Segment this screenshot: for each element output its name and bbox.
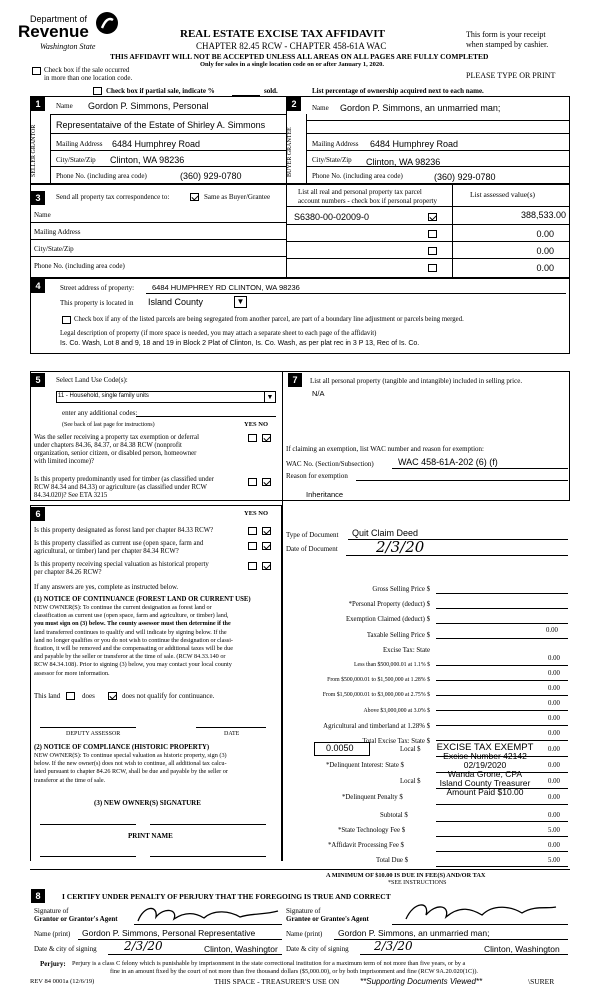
- seller-city-label: City/State/Zip: [56, 156, 96, 164]
- grantee-city[interactable]: Clinton, Washington: [484, 944, 560, 954]
- section-6-box: [30, 505, 282, 861]
- grantor-signature[interactable]: [134, 903, 282, 925]
- s5-q1-line1: Was the seller receiving a property tax exemption or deferral: [34, 434, 199, 441]
- buyer-mail[interactable]: 6484 Humphrey Road: [370, 139, 459, 149]
- same-as-buyer-label: Same as Buyer/Grantee: [204, 193, 271, 201]
- state-label: Washington State: [40, 42, 96, 51]
- seller-city[interactable]: Clinton, WA 98236: [110, 155, 185, 165]
- section-7-badge: 7: [288, 373, 302, 387]
- land-does-not-checkbox[interactable]: [108, 692, 117, 700]
- grantor-city[interactable]: Clinton, Washingtor: [204, 944, 278, 954]
- doc-date[interactable]: 2/3/20: [376, 538, 425, 556]
- same-as-buyer-checkbox[interactable]: [190, 193, 199, 201]
- notice-continuance-body: NEW OWNER(S): To continue the current designation as forest land or classification as current use (open space, farm and agriculture, or timber) land, you must sign on (3) below. The county assessor must then determine if the land transferred continues to qualify and will indicate by signing below. If the land no longer qualifies or you do not wish to continue the designation or classi- fication, it will be removed and the compensating or additional taxes will be due and payable by the seller or transferor at the time of sale. (RCW 84.33.140 or RCW 84.34.108). Prior to signing (3) below, you may contact your local county assessor for more information.: [34, 604, 233, 677]
- s5-q1-line2: under chapters 84.36, 84.37, or 84.38 RCW (nonprofit: [34, 442, 182, 449]
- reason-label: Reason for exemption: [286, 472, 348, 480]
- section-6-badge: 6: [31, 507, 45, 521]
- seller-mail[interactable]: 6484 Humphrey Road: [112, 139, 201, 149]
- buyer-phone[interactable]: (360) 929-0780: [434, 172, 496, 182]
- perjury-text-2: fine in an amount fixed by the court of not more than five thousand dollars ($5,000.00), or by both imprisonment and fine (RCW 9A.20.020(1C)).: [110, 968, 479, 975]
- s3-phone-label: Phone No. (including area code): [34, 262, 125, 270]
- does-label: does: [82, 692, 95, 700]
- s6-q3-line1: Is this property receiving special valuation as historical property: [34, 561, 209, 568]
- section-4-badge: 4: [31, 279, 45, 293]
- seller-phone-label: Phone No. (including area code): [56, 172, 147, 180]
- form-warning: THIS AFFIDAVIT WILL NOT BE ACCEPTED UNLESS ALL AREAS ON ALL PAGES ARE FULLY COMPLETED: [110, 52, 489, 61]
- buyer-city[interactable]: Clinton, WA 98236: [366, 157, 441, 167]
- section-5-badge: 5: [31, 373, 45, 387]
- dlocal-value[interactable]: 0.00: [548, 778, 560, 785]
- personal-property-label: List all personal property (tangible and intangible) included in selling price.: [310, 377, 523, 385]
- county-select[interactable]: Island County: [148, 297, 204, 307]
- grantee-sig-label-1: Signature of: [286, 907, 321, 915]
- s6-q1-yes[interactable]: [248, 527, 257, 535]
- s5-q1-line3: organization, senior citizen, or disabled person, homeowner: [34, 450, 197, 457]
- assessed-value-3[interactable]: 0.00: [536, 246, 554, 256]
- only-note: Only for sales in a single location code on or after January 1, 2020.: [200, 61, 384, 68]
- tech-fee-value[interactable]: 5.00: [548, 827, 560, 834]
- land-use-label: Select Land Use Code(s):: [56, 376, 128, 384]
- perjury-text-1: Perjury is a class C felony which is punishable by imprisonment in the state correctional institution for a maximum term of not more than five years, or by a: [72, 960, 466, 967]
- interest-value[interactable]: 0.00: [548, 762, 560, 769]
- penalty-label: *Delinquent Penalty $: [342, 794, 403, 801]
- treasurer-suffix: \SURER: [528, 977, 555, 986]
- grantee-signature[interactable]: [400, 897, 560, 925]
- seller-mail-label: Mailing Address: [56, 140, 103, 148]
- assessed-value-4[interactable]: 0.00: [536, 263, 554, 273]
- calc-values-taxable[interactable]: 0.00: [546, 627, 558, 634]
- grantee-sig-label-2: Grantee or Grantee's Agent: [286, 915, 369, 923]
- located-label: This property is located in: [60, 299, 134, 307]
- value-header: List assessed value(s): [470, 190, 535, 199]
- s5-q1-yes[interactable]: [248, 434, 257, 442]
- street-address[interactable]: 6484 HUMPHREY RD CLINTON, WA 98236: [152, 283, 300, 292]
- notice-compliance-title: (2) NOTICE OF COMPLIANCE (HISTORIC PROPERTY): [34, 744, 210, 751]
- seller-phone[interactable]: (360) 929-0780: [180, 171, 242, 181]
- affidavit-fee-label: *Affidavit Processing Fee $: [328, 842, 404, 849]
- local-label: Local $: [400, 746, 421, 753]
- s6-q3-yes[interactable]: [248, 562, 257, 570]
- grantor-sig-label-2: Grantor or Grantor's Agent: [34, 915, 118, 923]
- grantor-name-label: Name (print): [34, 930, 71, 938]
- parcel-2-personal-checkbox[interactable]: [428, 230, 437, 238]
- s6-q2-line1: Is this property classified as current use (open space, farm and: [34, 540, 204, 547]
- personal-property-value[interactable]: N/A: [312, 389, 325, 398]
- parcel-3-personal-checkbox[interactable]: [428, 247, 437, 255]
- dept-label: Department of: [30, 14, 88, 24]
- local-value[interactable]: 0.00: [548, 746, 560, 753]
- sold-label: sold.: [264, 87, 278, 95]
- reason-value[interactable]: Inheritance: [306, 490, 344, 499]
- subtotal-value[interactable]: 0.00: [548, 812, 560, 819]
- calc-labels: Gross Selling Price $ *Personal Property (deduct) $ Exemption Claimed (deduct) $ Taxable Selling Price $ Excise Tax: State Less than $500,000.01 at 1.1% $ From $500,000.01 to $1,500,000 at 1.28% $ From $1,500,000.01 to $3,000,000 at 2.75% $ Above $3,000,000 at 3.0% $ Agricultural and timberland at 1.28% $ Total Excise Tax: State $: [322, 586, 430, 746]
- grantor-date-city-label: Date & city of signing: [34, 945, 97, 953]
- grantee-date-city-label: Date & city of signing: [286, 945, 349, 953]
- wac-label: WAC No. (Section/Subsection): [286, 460, 374, 468]
- total-due-label: Total Due $: [376, 857, 408, 864]
- doc-date-label: Date of Document: [286, 545, 338, 553]
- parcel-number[interactable]: S6380-00-02009-0: [294, 212, 370, 222]
- assessed-value-1[interactable]: 388,533.00: [520, 210, 566, 220]
- s5-q2-yes[interactable]: [248, 478, 257, 486]
- buyer-mail-label: Mailing Address: [312, 140, 359, 148]
- buyer-phone-label: Phone No. (including area code): [312, 172, 403, 180]
- s6-q1: Is this property designated as forest land per chapter 84.33 RCW?: [34, 527, 214, 534]
- section-8-badge: 8: [31, 889, 45, 903]
- multi-location-label-2: in more than one location code.: [44, 74, 133, 82]
- parcel-4-personal-checkbox[interactable]: [428, 264, 437, 272]
- section-2-badge: 2: [287, 97, 301, 111]
- partial-sale-checkbox[interactable]: [93, 87, 102, 95]
- land-does-checkbox[interactable]: [66, 692, 75, 700]
- tax-t5[interactable]: 0.00: [548, 715, 560, 722]
- treasurer-space: THIS SPACE - TREASURER'S USE ON: [214, 977, 340, 986]
- date-label: DATE: [224, 731, 240, 737]
- land-use-value: 11 - Household, single family units: [58, 393, 149, 399]
- type-print: PLEASE TYPE OR PRINT: [466, 71, 556, 80]
- s6-q2-yes[interactable]: [248, 542, 257, 550]
- deputy-assessor-label: DEPUTY ASSESSOR: [66, 731, 121, 737]
- tax-total-state[interactable]: 0.00: [548, 730, 560, 737]
- partial-sale-label: Check box if partial sale, indicate %: [106, 87, 215, 95]
- parcel-1-personal-checkbox[interactable]: [428, 213, 437, 221]
- tax-t2[interactable]: 0.00: [548, 670, 560, 677]
- s5-q2-line3: 84.34.020)? See ETA 3215: [34, 492, 108, 499]
- seller-name-label: Name: [56, 102, 73, 110]
- form-chapter: CHAPTER 82.45 RCW - CHAPTER 458-61A WAC: [196, 41, 387, 51]
- tech-fee-label: *State Technology Fee $: [338, 827, 406, 834]
- s5-q1-line4: with limited income)?: [34, 458, 95, 465]
- local-rate: 0.0050: [326, 743, 354, 753]
- doc-type-label: Type of Document: [286, 531, 339, 539]
- form-revision: REV 84 0001a (12/6/19): [30, 978, 95, 985]
- penalty-value[interactable]: 0.00: [548, 794, 560, 801]
- multi-location-checkbox[interactable]: [32, 67, 41, 75]
- exempt-stamp: EXCISE TAX EXEMPT Excise Number 42142 02/19/2020 Wanda Grone, CPA Island County Treasurer Amount Paid $10.00: [436, 742, 534, 797]
- s3-name-label: Name: [34, 211, 51, 219]
- grantee-date[interactable]: 2/3/20: [374, 939, 413, 953]
- assessed-value-2[interactable]: 0.00: [536, 229, 554, 239]
- notice-continuance-title: (1) NOTICE OF CONTINUANCE (FOREST LAND OR CURRENT USE): [34, 596, 251, 603]
- s5-yes-no: YES NO: [244, 421, 269, 428]
- s5-q2-line1: Is this property predominantly used for timber (as classified under: [34, 476, 214, 483]
- dlocal-label: Local $: [400, 778, 421, 785]
- revenue-logo-icon: [96, 12, 118, 34]
- interest-label: *Delinquent Interest: State $: [326, 762, 404, 769]
- s6-q3-no[interactable]: [262, 562, 271, 570]
- parcel-header-1: List all real and personal property tax parcel: [298, 188, 422, 196]
- send-correspondence-label: Send all property tax correspondence to:: [56, 193, 170, 201]
- receipt-note-2: when stamped by cashier.: [466, 40, 549, 49]
- grantee-name-label: Name (print): [286, 930, 323, 938]
- notice-compliance-body: NEW OWNER(S): To continue special valuation as historic property, sign (3) below. If the new owner(s) does not wish to continue, all additional tax calcu- lated pursuant to chapter 84.26 RCW, shall be due and payable by the seller or transferor at the time of sale.: [34, 752, 228, 784]
- legal-description[interactable]: Is. Co. Wash, Lot 8 and 9, 18 and 19 in Block 2 Plat of Clinton, Is. Co. Wash, as per plat rec in 3 P 13, Rec of Is. Co.: [60, 340, 420, 347]
- section-8-box: [30, 869, 570, 870]
- s6-q2-line2: agricultural, or timber) land per chapter 84.34 RCW?: [34, 548, 179, 555]
- subtotal-label: Subtotal $: [380, 812, 408, 819]
- seller-name-2[interactable]: Representataive of the Estate of Shirley A. Simmons: [56, 120, 266, 130]
- claim-exemption-label: If claiming an exemption, list WAC number and reason for exemption:: [286, 445, 484, 453]
- additional-codes-label: enter any additional codes:: [62, 409, 138, 417]
- s5-q1-no[interactable]: [262, 434, 271, 442]
- s5-q2-line2: RCW 84.34 and 84.33) or agriculture (as classified under RCW: [34, 484, 207, 491]
- revenue-logo-text: Revenue: [18, 22, 89, 41]
- form-title: REAL ESTATE EXCISE TAX AFFIDAVIT: [180, 28, 385, 40]
- s6-q3-line2: per chapter 84.26 RCW?: [34, 569, 102, 576]
- tax-t4[interactable]: 0.00: [548, 700, 560, 707]
- s6-q1-no[interactable]: [262, 527, 271, 535]
- if-any-yes: If any answers are yes, complete as instructed below.: [34, 584, 179, 591]
- county-dropdown-icon[interactable]: ▼: [234, 296, 247, 308]
- s3-city-label: City/State/Zip: [34, 245, 74, 253]
- perjury-label: Perjury:: [40, 960, 66, 968]
- parcel-header-2: account numbers - check box if personal property: [298, 197, 437, 205]
- s5-q2-no[interactable]: [262, 478, 271, 486]
- wac-number[interactable]: WAC 458-61A-202 (6) (f): [398, 457, 498, 467]
- grantor-print-name[interactable]: Gordon P. Simmons, Personal Representative: [82, 928, 256, 938]
- grantor-sig-label-1: Signature of: [34, 907, 69, 915]
- legal-label: Legal description of property (if more space is needed, you may attach a separate sheet to each page of the affidavit): [60, 330, 377, 337]
- affidavit-fee-value[interactable]: 0.00: [548, 842, 560, 849]
- land-use-dropdown-icon[interactable]: ▼: [264, 392, 275, 402]
- buyer-name[interactable]: Gordon P. Simmons, an unmarried man;: [340, 103, 501, 113]
- does-not-qualify-label: does not qualify for continuance.: [122, 692, 215, 700]
- print-name-label: PRINT NAME: [128, 832, 173, 840]
- segregated-label: Check box if any of the listed parcels are being segregated from another parcel, are part of a boundary line adjustment or parcels being merged.: [74, 316, 464, 323]
- segregated-checkbox[interactable]: [62, 316, 71, 324]
- grantee-print-name[interactable]: Gordon P. Simmons, an unmarried man;: [338, 928, 490, 938]
- doc-type[interactable]: Quit Claim Deed: [352, 528, 419, 538]
- s3-mail-label: Mailing Address: [34, 228, 81, 236]
- tax-t1[interactable]: 0.00: [548, 655, 560, 662]
- percentage-note: List percentage of ownership acquired next to each name.: [312, 87, 484, 95]
- this-land-label: This land: [34, 692, 61, 700]
- section-1-badge: 1: [31, 97, 45, 111]
- minimum-note: A MINIMUM OF $10.00 IS DUE IN FEE(S) AND/OR TAX: [326, 872, 486, 879]
- receipt-note-1: This form is your receipt: [466, 30, 546, 39]
- buyer-name-label: Name: [312, 104, 329, 112]
- supporting-docs: **Supporting Documents Viewed**: [360, 977, 483, 986]
- seller-name[interactable]: Gordon P. Simmons, Personal: [88, 101, 209, 111]
- see-instructions: *SEE INSTRUCTIONS: [388, 880, 447, 886]
- new-owner-signature-label: (3) NEW OWNER(S) SIGNATURE: [94, 799, 201, 807]
- multi-location-label: Check box if the sale occurred: [44, 66, 130, 74]
- street-label: Street address of property:: [60, 284, 135, 292]
- see-back-note: (See back of last page for instructions): [62, 422, 155, 428]
- certify-label: I CERTIFY UNDER PENALTY OF PERJURY THAT THE FOREGOING IS TRUE AND CORRECT: [62, 892, 391, 901]
- s6-q2-no[interactable]: [262, 542, 271, 550]
- s6-yes-no: YES NO: [244, 510, 269, 517]
- buyer-side-label: BUYER GRANTEE: [287, 127, 293, 177]
- buyer-city-label: City/State/Zip: [312, 156, 352, 164]
- total-due-value[interactable]: 5.00: [548, 857, 560, 864]
- seller-side-label: SELLER GRANTOR: [31, 124, 37, 177]
- grantor-date[interactable]: 2/3/20: [124, 939, 163, 953]
- tax-t3[interactable]: 0.00: [548, 685, 560, 692]
- section-3-badge: 3: [31, 191, 45, 205]
